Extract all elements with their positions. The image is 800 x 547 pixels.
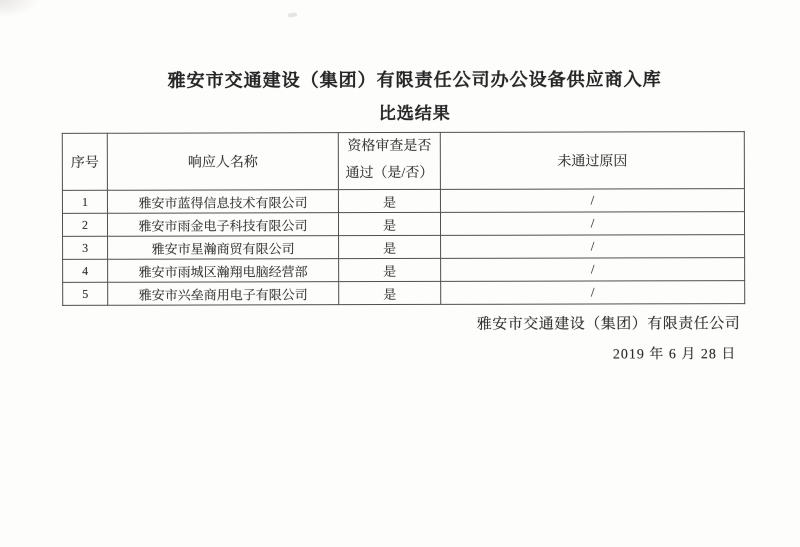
- row-pass-flag: 是: [338, 212, 440, 235]
- row-respondent-name: 雅安市雨城区瀚翔电脑经营部: [108, 259, 339, 283]
- signature-date: 2019 年 6 月 28 日: [612, 347, 737, 363]
- row-fail-reason: /: [441, 281, 745, 305]
- row-seq: 2: [62, 213, 107, 236]
- document-subtitle: 比选结果: [378, 103, 451, 124]
- table-row: [63, 281, 745, 306]
- row-respondent-name: 雅安市兴垒商用电子有限公司: [108, 282, 339, 306]
- header-qualification: [338, 132, 440, 189]
- header-fail-reason: 未通过原因: [440, 132, 744, 190]
- row-seq: 4: [63, 259, 108, 282]
- row-seq: 5: [63, 282, 108, 305]
- row-fail-reason: /: [441, 235, 745, 259]
- row-pass-flag: 是: [339, 258, 441, 281]
- row-respondent-name: 雅安市星瀚商贸有限公司: [108, 236, 339, 260]
- row-pass-flag: 是: [339, 235, 441, 258]
- table-row: [63, 258, 745, 283]
- row-respondent-name: 雅安市雨金电子科技有限公司: [107, 213, 338, 237]
- table-row: [62, 212, 744, 237]
- row-respondent-name: 雅安市蓝得信息技术有限公司: [107, 190, 338, 214]
- row-fail-reason: /: [441, 258, 745, 282]
- header-qualification-line2: 通过（是/否）: [345, 165, 434, 182]
- header-seq: 序号: [62, 133, 107, 190]
- row-fail-reason: /: [440, 189, 744, 213]
- document-title: 雅安市交通建设（集团）有限责任公司办公设备供应商入库: [167, 69, 662, 91]
- header-respondent-name: 响应人名称: [107, 133, 338, 191]
- table-row: [63, 235, 745, 260]
- row-seq: 3: [63, 236, 108, 259]
- row-fail-reason: /: [440, 212, 744, 236]
- header-qualification-line1: 资格审查是否: [347, 139, 432, 155]
- row-pass-flag: 是: [338, 189, 440, 212]
- row-pass-flag: 是: [339, 281, 441, 304]
- row-seq: 1: [62, 190, 107, 213]
- comparison-result-table: [62, 131, 745, 306]
- table-header-row: [62, 132, 744, 191]
- table-row: [62, 189, 744, 214]
- signature-company-name: 雅安市交通建设（集团）有限责任公司: [476, 316, 741, 333]
